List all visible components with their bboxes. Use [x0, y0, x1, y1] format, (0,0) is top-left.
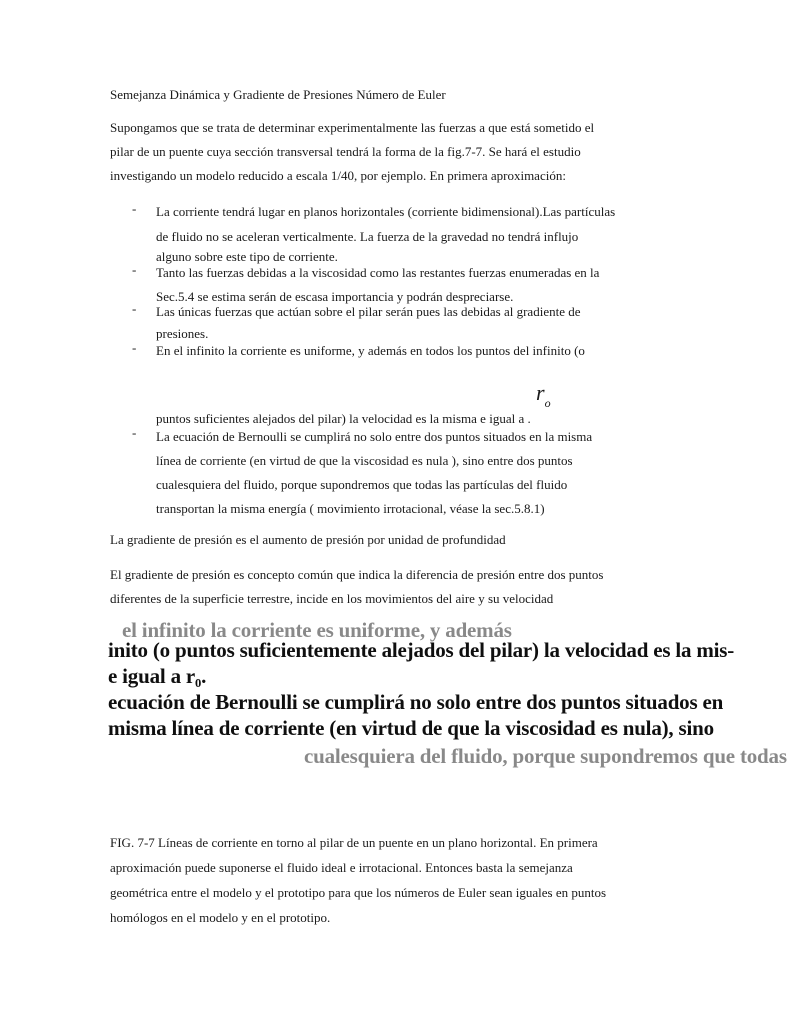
bullet-dash: -: [132, 201, 137, 216]
intro-paragraph: [110, 116, 658, 188]
gradient-line: diferentes de la superficie terrestre, incide en los movimientos del aire y su velocidad: [110, 591, 554, 606]
bullet-line: La ecuación de Bernoulli se cumplirá no solo entre dos puntos situados en la misma: [156, 429, 593, 444]
bullet-line: línea de corriente (en virtud de que la viscosidad es nula ), sino entre dos puntos: [156, 453, 573, 468]
scan-line: cualesquiera del fluido, porque supondremos que todas: [304, 744, 787, 768]
intro-line: Supongamos que se trata de determinar experimentalmente las fuerzas a que está sometido el: [110, 120, 595, 135]
bullet-line: Sec.5.4 se estima serán de escasa importancia y podrán despreciarse.: [156, 289, 514, 304]
scan-line: inito (o puntos suficientemente alejados del pilar) la velocidad es la mis-: [108, 638, 735, 662]
scan-line: misma línea de corriente (en virtud de que la viscosidad es nula), sino: [108, 716, 714, 740]
bullet-line: Las únicas fuerzas que actúan sobre el pilar serán pues las debidas al gradiente de: [156, 304, 581, 319]
caption-line: aproximación puede suponerse el fluido ideal e irrotacional. Entonces basta la semejanza: [110, 860, 573, 875]
document-title: Semejanza Dinámica y Gradiente de Presiones Número de Euler: [110, 87, 446, 102]
scan-line: ecuación de Bernoulli se cumplirá no solo entre dos puntos situados en: [108, 690, 724, 714]
bullet-line: cualesquiera del fluido, porque supondremos que todas las partículas del fluido: [156, 477, 568, 492]
bullet-text: [156, 425, 658, 521]
bullet-text: [156, 301, 658, 345]
gradient-definition: La gradiente de presión es el aumento de presión por unidad de profundidad: [110, 532, 506, 547]
caption-line: homólogos en el modelo y en el prototipo.: [110, 910, 331, 925]
figure-caption: [110, 830, 658, 930]
bullet-line: presiones.: [156, 326, 209, 341]
intro-line: pilar de un puente cuya sección transversal tendrá la forma de la fig.7-7. Se hará el estudio: [110, 144, 581, 159]
bullet-line: La corriente tendrá lugar en planos horizontales (corriente bidimensional).Las partículas: [156, 204, 616, 219]
bullet-dash: -: [132, 340, 137, 355]
scan-line: e igual a r₀.: [108, 664, 207, 688]
scan-line: el infinito la corriente es uniforme, y además: [122, 618, 512, 642]
bullet-line: de fluido no se aceleran verticalmente. La fuerza de la gravedad no tendrá influjo: [156, 229, 579, 244]
caption-line: FIG. 7-7 Líneas de corriente en torno al pilar de un puente en un plano horizontal. En primera: [110, 835, 598, 850]
bullet-text: [156, 201, 658, 268]
scanned-excerpt-image: [108, 618, 787, 780]
intro-line: investigando un modelo reducido a escala 1/40, por ejemplo. En primera aproximación:: [110, 168, 566, 183]
gradient-line: El gradiente de presión es concepto común que indica la diferencia de presión entre dos puntos: [110, 567, 604, 582]
bullet-dash: -: [132, 262, 137, 277]
bullet-line: transportan la misma energía ( movimiento irrotacional, véase la sec.5.8.1): [156, 501, 545, 516]
bullet-line: Tanto las fuerzas debidas a la viscosidad como las restantes fuerzas enumeradas en la: [156, 265, 600, 280]
velocity-symbol-base: r: [536, 380, 545, 405]
bullet-line: puntos suficientes alejados del pilar) la velocidad es la misma e igual a .: [156, 411, 531, 426]
bullet-dash: -: [132, 425, 137, 440]
velocity-symbol-subscript: o: [544, 396, 551, 411]
bullet-line: En el infinito la corriente es uniforme, y además en todos los puntos del infinito (o: [156, 343, 585, 358]
caption-line: geométrica entre el modelo y el prototipo para que los números de Euler sean iguales en puntos: [110, 885, 607, 900]
bullet-text: [156, 340, 658, 362]
gradient-paragraph: [110, 563, 658, 611]
bullet-line: alguno sobre este tipo de corriente.: [156, 249, 338, 264]
bullet-dash: -: [132, 301, 137, 316]
